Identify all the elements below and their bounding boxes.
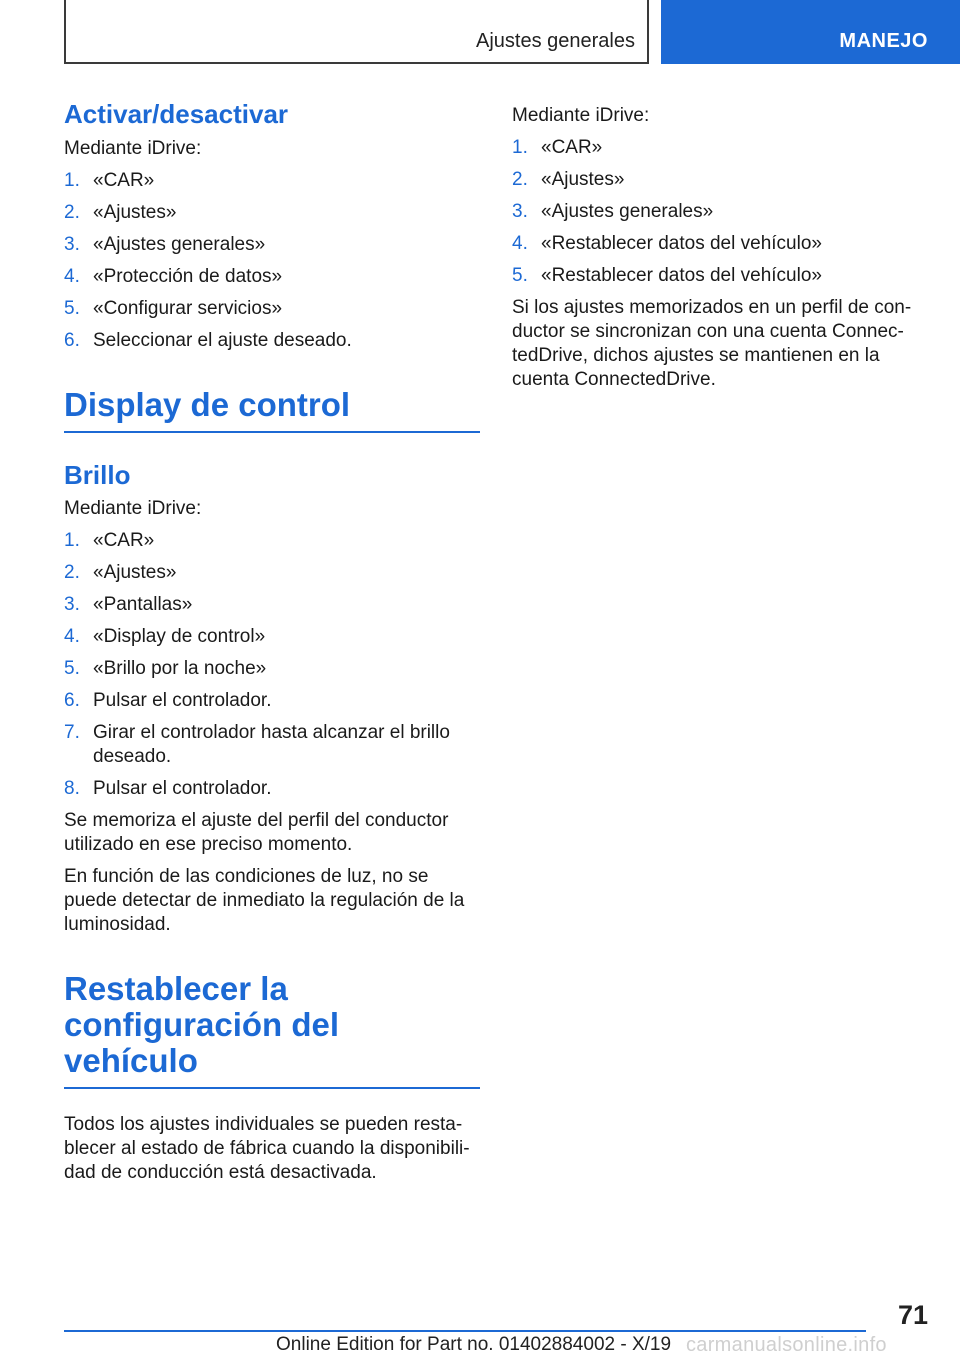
right-column <box>512 98 912 392</box>
list-item <box>512 200 912 224</box>
footer-rule <box>64 1330 866 1332</box>
list-item <box>64 297 480 321</box>
step-number: 7. <box>64 722 80 743</box>
step-text: Pulsar el controlador. <box>93 690 272 711</box>
list-item <box>64 625 480 649</box>
left-column <box>64 98 480 1185</box>
edition-text: Online Edition for Part no. 01402884002 - X/19 <box>276 1334 672 1355</box>
step-number: 1. <box>64 530 80 551</box>
list-item <box>512 168 912 192</box>
step-text: «Ajustes generales» <box>93 233 266 255</box>
step-text: «Ajustes» <box>93 201 177 223</box>
step-number: 1. <box>64 169 80 191</box>
step-text: «Configurar servicios» <box>93 297 283 319</box>
list-item <box>64 657 480 681</box>
chapter-display-de-control: Display de control <box>64 387 480 433</box>
brillo-paragraph: Se memoriza el ajuste del perfil del conductor utilizado en ese preciso momento. <box>64 810 449 855</box>
list-item <box>512 136 912 160</box>
step-number: 5. <box>512 265 528 286</box>
chapter-restablecer: Restablecer la configuración del vehículo <box>64 971 480 1089</box>
step-number: 3. <box>512 201 528 222</box>
step-number: 4. <box>64 626 80 647</box>
brillo-steps <box>64 529 480 801</box>
step-number: 2. <box>64 201 80 223</box>
step-text: «Restablecer datos del vehículo» <box>541 233 822 254</box>
step-number: 5. <box>64 658 80 679</box>
list-item <box>64 201 480 225</box>
step-text: «Ajustes generales» <box>541 201 714 222</box>
step-number: 6. <box>64 690 80 711</box>
step-text: «Protección de datos» <box>93 265 283 287</box>
list-item <box>64 329 480 353</box>
reset-steps <box>512 136 912 288</box>
list-item <box>64 529 480 553</box>
step-number: 3. <box>64 233 80 255</box>
header-section-box <box>64 0 649 64</box>
reset-intro: Mediante iDrive: <box>512 105 650 126</box>
reset-paragraph: Si los ajustes memorizados en un perfil de conductor se sincronizan con una cuenta ConnectedDrive, dichos ajustes se mantienen en la cuenta ConnectedDrive. <box>512 297 912 390</box>
step-text: «CAR» <box>93 169 155 191</box>
step-text: «Display de control» <box>93 626 266 647</box>
list-item <box>64 777 480 801</box>
page-number: 71 <box>898 1300 929 1330</box>
step-number: 2. <box>512 169 528 190</box>
list-item <box>64 721 480 769</box>
brillo-paragraph: En función de las condiciones de luz, no se puede detectar de inmediato la regulación de la luminosidad. <box>64 866 465 935</box>
brillo-intro: Mediante iDrive: <box>64 498 202 519</box>
step-text: «Ajustes» <box>93 562 177 583</box>
list-item <box>64 689 480 713</box>
step-number: 8. <box>64 778 80 799</box>
list-item <box>64 233 480 257</box>
list-item <box>512 232 912 256</box>
step-text: «Pantallas» <box>93 594 193 615</box>
list-item <box>64 561 480 585</box>
step-text: «Ajustes» <box>541 169 625 190</box>
step-number: 5. <box>64 297 80 319</box>
step-number: 3. <box>64 594 80 615</box>
step-text: «Brillo por la noche» <box>93 658 267 679</box>
activar-intro: Mediante iDrive: <box>64 137 202 159</box>
step-number: 2. <box>64 562 80 583</box>
activar-steps <box>64 169 480 353</box>
heading-activar: Activar/desactivar <box>64 99 289 129</box>
step-text: «CAR» <box>541 137 603 158</box>
step-number: 4. <box>64 265 80 287</box>
section-title: Ajustes generales <box>476 30 635 52</box>
watermark: carmanualsonline.info <box>686 1334 887 1356</box>
step-text: «CAR» <box>93 530 155 551</box>
list-item <box>64 265 480 289</box>
list-item <box>64 593 480 617</box>
step-text: Girar el controlador hasta alcanzar el brillo deseado. <box>93 722 450 767</box>
restablecer-paragraph: Todos los ajustes individuales se pueden restablecer al estado de fábrica cuando la disponibilidad de conducción está desactivada. <box>64 1114 470 1183</box>
step-number: 1. <box>512 137 528 158</box>
heading-brillo: Brillo <box>64 459 131 490</box>
step-number: 4. <box>512 233 528 254</box>
step-text: Pulsar el controlador. <box>93 778 272 799</box>
step-text: «Restablecer datos del vehículo» <box>541 265 822 286</box>
list-item <box>64 169 480 193</box>
step-number: 6. <box>64 329 80 351</box>
chapter-tab <box>661 0 960 64</box>
chapter-tab-label: MANEJO <box>839 30 928 52</box>
step-text: Seleccionar el ajuste deseado. <box>93 329 352 351</box>
list-item <box>512 264 912 288</box>
